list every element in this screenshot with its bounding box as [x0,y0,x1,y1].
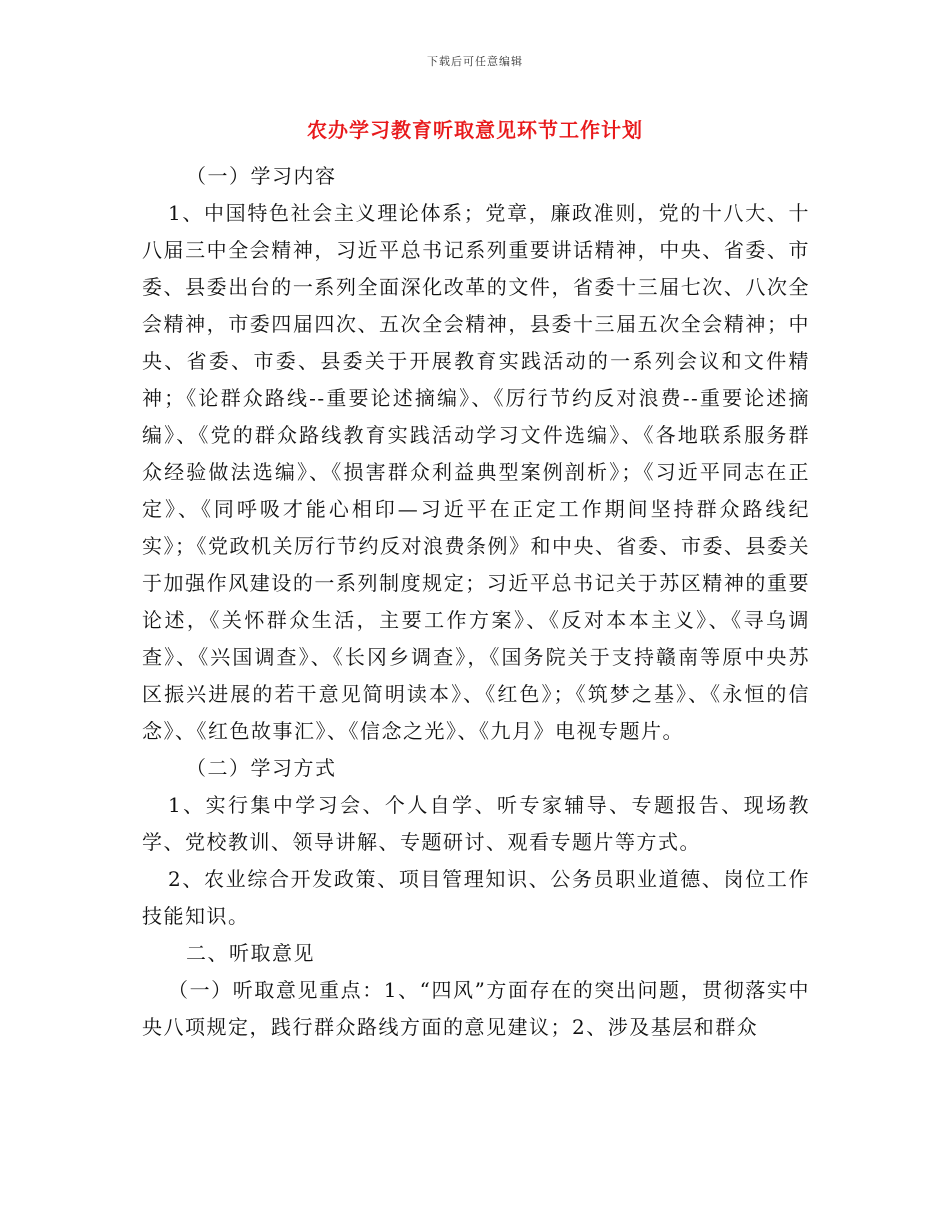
paragraph-study-method-2: 2、农业综合开发政策、项目管理知识、公务员职业道德、岗位工作技能知识。 [142,867,810,928]
paragraph-study-content: 1、中国特色社会主义理论体系；党章，廉政准则，党的十八大、十八届三中全会精神，习近平总书记系列重要讲话精神，中央、省委、市委、县委出台的一系列全面深化改革的文件，省委十三届七次、八次全会精神，市委四届四次、五次全会精神，县委十三届五次全会精神；中央、省委、市委、县委关于开展教育实践活动的一系列会议和文件精神；《论群众路线--重要论述摘编》、《厉行节约反对浪费--重要论述摘编》、《党的群众路线教育实践活动学习文件选编》、《各地联系服务群众经验做法选编》、《损害群众利益典型案例剖析》；《习近平同志在正定》、《同呼吸才能心相印—习近平在正定工作期间坚持群众路线纪实》；《党政机关厉行节约反对浪费条例》和中央、省委、市委、县委关于加强作风建设的一系列制度规定；习近平总书记关于苏区精神的重要论述，《关怀群众生活，主要工作方案》、《反对本本主义》、《寻乌调查》、《兴国调查》、《长冈乡调查》，《国务院关于支持赣南等原中央苏区振兴进展的若干意见简明读本》、《红色》；《筑梦之基》、《永恒的信念》、《红色故事汇》、《信念之光》、《九月》电视专题片。 [142,201,810,743]
section-heading-study-content: （一）学习内容 [186,164,337,188]
document-body [142,158,810,1046]
paragraph-study-method-1: 1、实行集中学习会、个人自学、听专家辅导、专题报告、现场教学、党校教训、领导讲解、专题研讨、观看专题片等方式。 [142,793,810,854]
section-heading-listen-opinions: 二、听取意见 [186,941,315,965]
section-heading-study-method: （二）学习方式 [186,756,337,780]
document-title: 农办学习教育听取意见环节工作计划 [307,118,643,142]
header-note: 下载后可任意编辑 [427,55,523,68]
paragraph-listen-opinions-focus: （一）听取意见重点：1、“四风”方面存在的突出问题，贯彻落实中央八项规定，践行群众路线方面的意见建议；2、涉及基层和群众 [142,978,810,1039]
